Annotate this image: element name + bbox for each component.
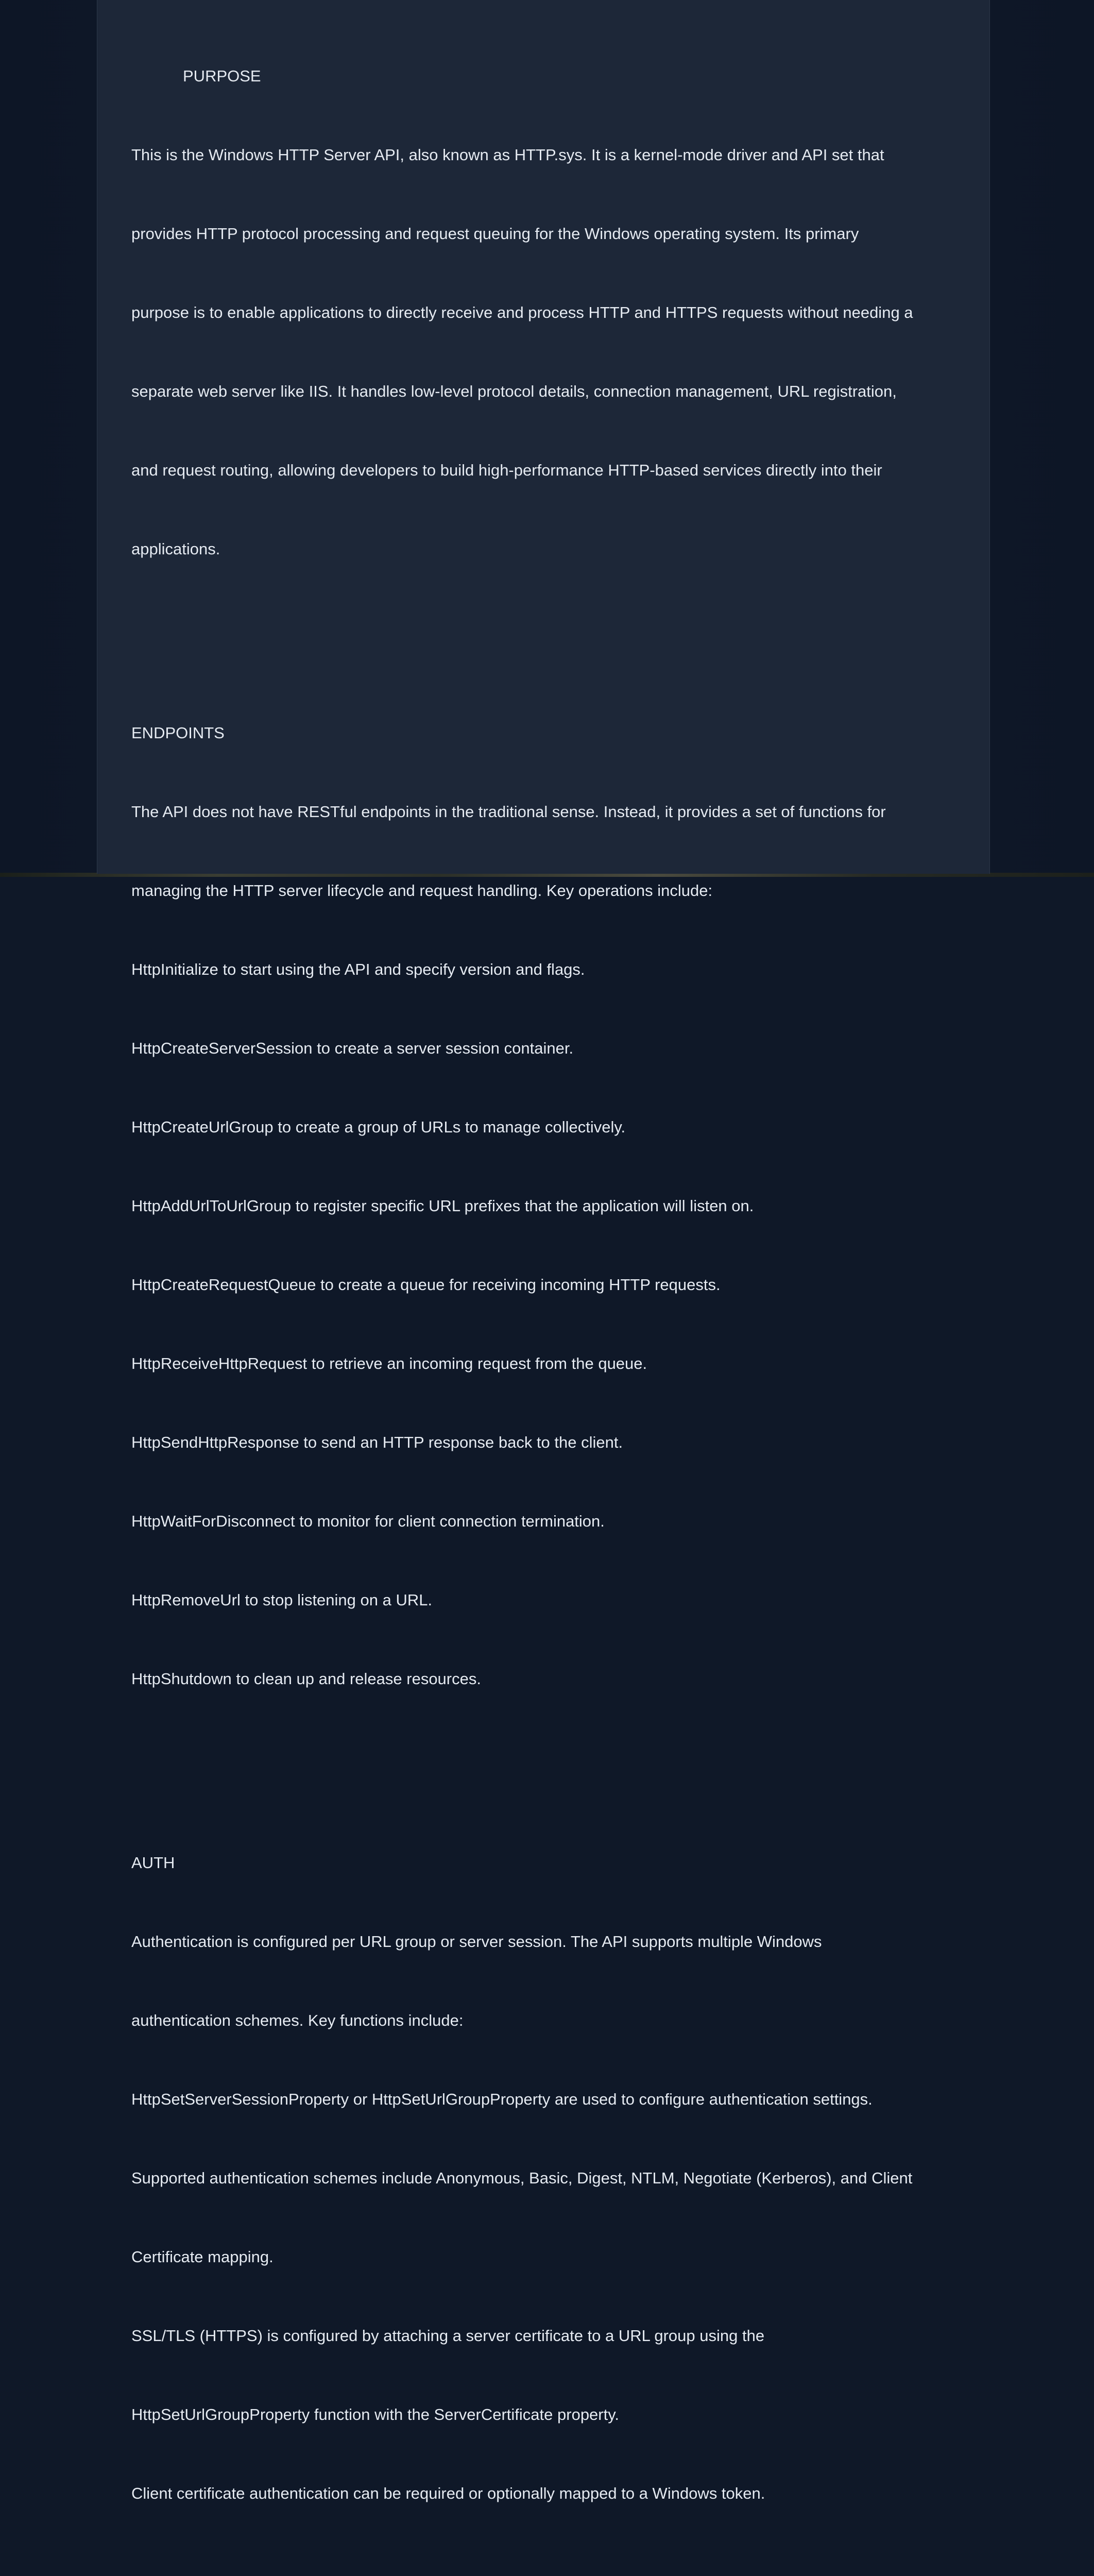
section-heading-endpoints: ENDPOINTS [131,724,225,742]
endpoints-line: HttpShutdown to clean up and release resources. [131,1670,481,1688]
document-text [131,10,966,2576]
endpoints-line: HttpAddUrlToUrlGroup to register specific URL prefixes that the application will listen on. [131,1197,754,1215]
auth-line: Client certificate authentication can be required or optionally mapped to a Windows token. [131,2484,765,2502]
auth-line: Authentication is configured per URL group or server session. The API supports multiple Windows [131,1933,822,1951]
auth-line: Certificate mapping. [131,2248,274,2266]
purpose-line: applications. [131,540,220,558]
endpoints-line: managing the HTTP server lifecycle and request handling. Key operations include: [131,882,713,900]
endpoints-line: HttpCreateServerSession to create a server session container. [131,1039,574,1057]
endpoints-line: HttpReceiveHttpRequest to retrieve an incoming request from the queue. [131,1354,647,1372]
auth-line: authentication schemes. Key functions include: [131,2011,464,2029]
auth-line: HttpSetUrlGroupProperty function with the ServerCertificate property. [131,2405,620,2424]
section-heading-purpose: PURPOSE [183,67,261,85]
purpose-line: provides HTTP protocol processing and request queuing for the Windows operating system. Its primary [131,225,859,243]
endpoints-line: HttpInitialize to start using the API and specify version and flags. [131,960,585,978]
blank-line [131,2559,966,2576]
purpose-line: This is the Windows HTTP Server API, also known as HTTP.sys. It is a kernel-mode driver and API set that [131,146,884,164]
endpoints-line: HttpRemoveUrl to stop listening on a URL. [131,1591,433,1609]
endpoints-line: HttpWaitForDisconnect to monitor for client connection termination. [131,1512,605,1530]
endpoints-line: The API does not have RESTful endpoints in the traditional sense. Instead, it provides a set of functions for [131,803,886,821]
document-panel [97,0,990,2502]
purpose-line: separate web server like IIS. It handles low-level protocol details, connection management, URL registration, [131,382,897,400]
endpoints-line: HttpCreateRequestQueue to create a queue for receiving incoming HTTP requests. [131,1276,721,1294]
auth-line: Supported authentication schemes include Anonymous, Basic, Digest, NTLM, Negotiate (Kerberos), and Client [131,2169,913,2187]
purpose-line: purpose is to enable applications to directly receive and process HTTP and HTTPS requests without needing a [131,303,913,321]
blank-line [131,615,966,641]
endpoints-line: HttpSendHttpResponse to send an HTTP response back to the client. [131,1433,623,1451]
section-heading-auth: AUTH [131,1854,175,1872]
auth-line: SSL/TLS (HTTPS) is configured by attaching a server certificate to a URL group using the [131,2327,765,2345]
auth-line: HttpSetServerSessionProperty or HttpSetUrlGroupProperty are used to configure authentication settings. [131,2090,873,2108]
endpoints-line: HttpCreateUrlGroup to create a group of URLs to manage collectively. [131,1118,626,1136]
blank-line [131,1744,966,1771]
purpose-line: and request routing, allowing developers to build high-performance HTTP-based services directly into their [131,461,882,479]
